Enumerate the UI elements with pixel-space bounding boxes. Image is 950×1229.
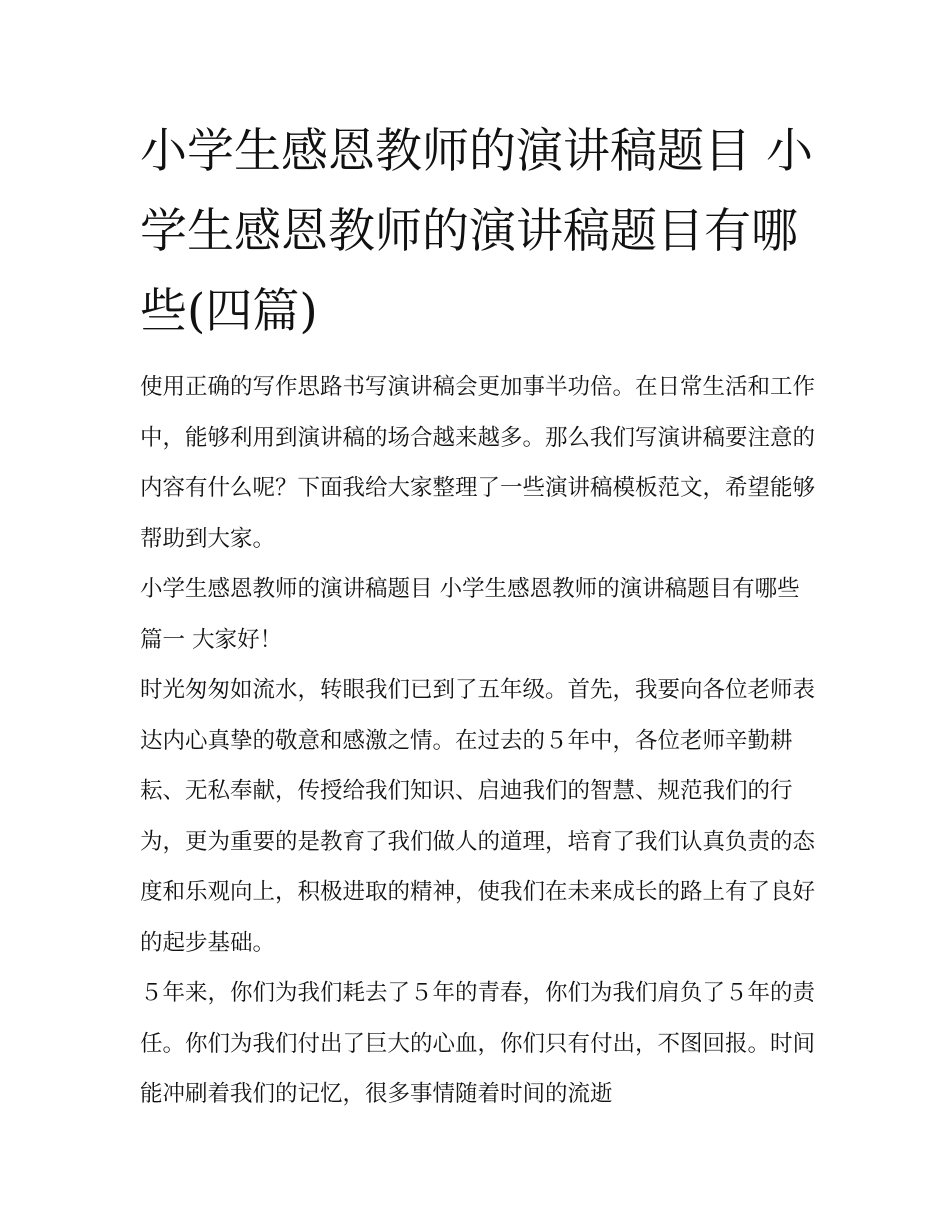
document-page: [140, 112, 815, 1120]
document-body: [140, 362, 815, 1120]
section-heading-paragraph: 小学生感恩教师的演讲稿题目 小学生感恩教师的演讲稿题目有哪些篇一 大家好！: [140, 576, 800, 653]
body-paragraph: ５年来，你们为我们耗去了５年的青春，你们为我们肩负了５年的责任。你们为我们付出了巨大的心血，你们只有付出，不图回报。时间能冲刷着我们的记忆，很多事情随着时间的流逝: [140, 980, 816, 1107]
body-paragraph: 时光匆匆如流水，转眼我们已到了五年级。首先，我要向各位老师表达内心真挚的敬意和感激之情。在过去的５年中，各位老师辛勤耕耘、无私奉献，传授给我们知识、启迪我们的智慧、规范我们的行为，更为重要的是教育了我们做人的道理，培育了我们认真负责的态度和乐观向上，积极进取的精神，使我们在未来成长的路上有了良好的起步基础。: [140, 677, 816, 956]
intro-paragraph: 使用正确的写作思路书写演讲稿会更加事半功倍。在日常生活和工作中，能够利用到演讲稿的场合越来越多。那么我们写演讲稿要注意的内容有什么呢？下面我给大家整理了一些演讲稿模板范文，希望能够帮助到大家。: [140, 374, 816, 552]
document-title: 小学生感恩教师的演讲稿题目 小学生感恩教师的演讲稿题目有哪些(四篇): [140, 124, 813, 339]
